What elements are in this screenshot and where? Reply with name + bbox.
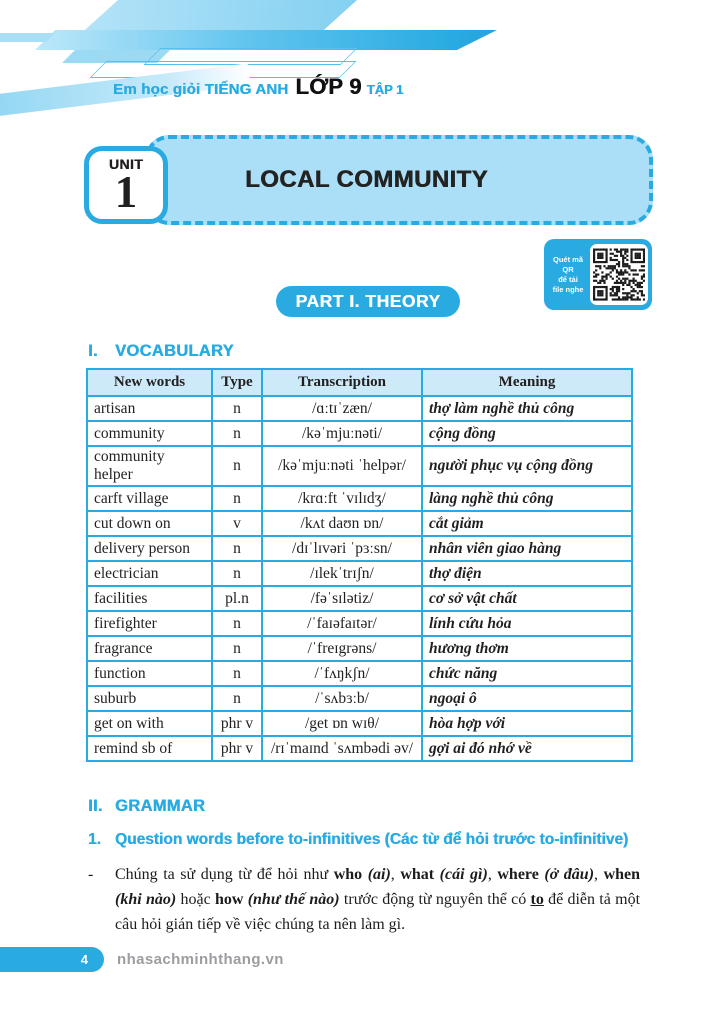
transcription-cell: /ɑːtɪˈzæn/ xyxy=(262,396,422,421)
meaning-cell: cắt giảm xyxy=(422,511,632,536)
table-row xyxy=(87,511,632,536)
type-cell: v xyxy=(212,511,262,536)
unit-title-banner xyxy=(145,135,653,225)
point-numeral: 1. xyxy=(88,831,101,848)
unit-number: 1 xyxy=(114,167,138,217)
qr-caption-line: file nghe xyxy=(552,284,584,294)
word-cell: artisan xyxy=(87,396,212,421)
grammar-bullet xyxy=(88,862,640,937)
meaning-cell: ngoại ô xyxy=(422,686,632,711)
text-segment: , xyxy=(594,866,604,883)
bullet-marker: - xyxy=(88,866,94,883)
meaning-cell: lính cứu hỏa xyxy=(422,611,632,636)
qr-caption-line: QR xyxy=(562,264,574,274)
word-cell: community helper xyxy=(87,446,212,486)
word-cell: fragrance xyxy=(87,636,212,661)
meaning-cell: chức năng xyxy=(422,661,632,686)
text-segment: how xyxy=(214,891,248,908)
type-cell: n xyxy=(212,661,262,686)
table-header-row xyxy=(87,369,632,396)
word-cell: facilities xyxy=(87,586,212,611)
text-segment: when xyxy=(603,866,641,883)
qr-caption-line: để tải xyxy=(558,274,578,284)
section-title: GRAMMAR xyxy=(115,797,206,815)
transcription-cell: /ˈfreɪgrəns/ xyxy=(262,636,422,661)
type-cell: phr v xyxy=(212,711,262,736)
meaning-cell: gợi ai đó nhớ về xyxy=(422,736,632,761)
vocab-table-body xyxy=(87,396,632,761)
word-cell: firefighter xyxy=(87,611,212,636)
table-row xyxy=(87,611,632,636)
header-meaning: Meaning xyxy=(422,369,632,396)
book-series-title xyxy=(113,74,403,100)
text-segment: trước động từ nguyên thể có xyxy=(339,891,531,908)
text-segment: who xyxy=(333,866,368,883)
transcription-cell: /ˈsʌbɜːb/ xyxy=(262,686,422,711)
text-segment: , xyxy=(390,866,401,883)
type-cell: n xyxy=(212,561,262,586)
grammar-bullet-text xyxy=(115,862,640,937)
word-cell: community xyxy=(87,421,212,446)
part-banner xyxy=(276,286,460,317)
header-decoration xyxy=(0,0,726,125)
transcription-cell: /ˈfʌŋkʃn/ xyxy=(262,661,422,686)
transcription-cell: /rɪˈmaɪnd ˈsʌmbədi əv/ xyxy=(262,736,422,761)
type-cell: n xyxy=(212,686,262,711)
meaning-cell: người phục vụ cộng đồng xyxy=(422,446,632,486)
section-numeral: I. xyxy=(88,342,98,360)
type-cell: n xyxy=(212,421,262,446)
header-transcription: Transcription xyxy=(262,369,422,396)
transcription-cell: /kəˈmjuːnəti ˈhelpər/ xyxy=(262,446,422,486)
meaning-cell: thợ làm nghề thủ công xyxy=(422,396,632,421)
text-segment: , xyxy=(487,866,498,883)
transcription-cell: /ˈfaɪəfaɪtər/ xyxy=(262,611,422,636)
section-numeral: II. xyxy=(88,797,103,815)
transcription-cell: /dɪˈlɪvəri ˈpɜːsn/ xyxy=(262,536,422,561)
transcription-cell: /ɪlekˈtrɪʃn/ xyxy=(262,561,422,586)
table-row xyxy=(87,711,632,736)
header-type: Type xyxy=(212,369,262,396)
type-cell: pl.n xyxy=(212,586,262,611)
text-segment: (khi nào) xyxy=(115,891,177,908)
table-row xyxy=(87,396,632,421)
series-name: Em học giỏi TIẾNG ANH xyxy=(113,81,289,98)
page-number: 4 xyxy=(80,952,88,967)
text-segment: để diễn tả một câu hỏi gián tiếp về việc chúng ta nên làm gì. xyxy=(115,891,641,933)
text-segment: (cái gì) xyxy=(439,866,488,883)
type-cell: n xyxy=(212,636,262,661)
word-cell: electrician xyxy=(87,561,212,586)
header-new-words: New words xyxy=(87,369,212,396)
text-segment: what xyxy=(400,866,440,883)
qr-caption xyxy=(548,255,588,295)
text-segment: (ở đâu) xyxy=(544,866,595,883)
table-row xyxy=(87,736,632,761)
vocabulary-table xyxy=(86,368,633,762)
point-title: Question words before to-infinitives (Các từ để hỏi trước to-infinitive) xyxy=(115,831,629,848)
word-cell: carft village xyxy=(87,486,212,511)
word-cell: function xyxy=(87,661,212,686)
word-cell: cut down on xyxy=(87,511,212,536)
type-cell: n xyxy=(212,611,262,636)
text-segment: hoặc xyxy=(176,891,215,908)
word-cell: get on with xyxy=(87,711,212,736)
meaning-cell: thợ điện xyxy=(422,561,632,586)
volume-label: TẬP 1 xyxy=(366,82,404,97)
grammar-heading xyxy=(88,797,205,816)
table-row xyxy=(87,446,632,486)
word-cell: delivery person xyxy=(87,536,212,561)
type-cell: n xyxy=(212,446,262,486)
qr-caption-line: Quét mã xyxy=(552,254,583,264)
page-number-pill xyxy=(0,947,104,972)
type-cell: n xyxy=(212,396,262,421)
transcription-cell: /fəˈsɪlətiz/ xyxy=(262,586,422,611)
qr-code xyxy=(590,244,648,305)
transcription-cell: /krɑːft ˈvɪlɪdʒ/ xyxy=(262,486,422,511)
meaning-cell: nhân viên giao hàng xyxy=(422,536,632,561)
text-segment: (như thế nào) xyxy=(247,891,340,908)
vocabulary-heading xyxy=(88,342,234,361)
transcription-cell: /kəˈmjuːnəti/ xyxy=(262,421,422,446)
table-row xyxy=(87,421,632,446)
table-row xyxy=(87,536,632,561)
unit-number-box xyxy=(84,146,168,224)
meaning-cell: hòa hợp với xyxy=(422,711,632,736)
word-cell: remind sb of xyxy=(87,736,212,761)
table-row xyxy=(87,686,632,711)
meaning-cell: hương thơm xyxy=(422,636,632,661)
table-row xyxy=(87,636,632,661)
section-title: VOCABULARY xyxy=(115,342,234,360)
type-cell: n xyxy=(212,486,262,511)
unit-label: UNIT xyxy=(108,156,144,172)
meaning-cell: làng nghề thủ công xyxy=(422,486,632,511)
meaning-cell: cơ sở vật chất xyxy=(422,586,632,611)
meaning-cell: cộng đồng xyxy=(422,421,632,446)
text-segment: (ai) xyxy=(367,866,391,883)
grade-label: LỚP 9 xyxy=(295,74,362,99)
website-text: nhasachminhthang.vn xyxy=(117,951,284,968)
table-row xyxy=(87,561,632,586)
text-segment: Chúng ta sử dụng từ để hỏi như xyxy=(115,866,334,883)
text-segment: where xyxy=(497,866,545,883)
text-segment: to xyxy=(530,891,544,908)
word-cell: suburb xyxy=(87,686,212,711)
part-banner-label: PART I. THEORY xyxy=(295,291,441,311)
table-row xyxy=(87,586,632,611)
qr-panel xyxy=(544,239,652,310)
transcription-cell: /get ɒn wɪθ/ xyxy=(262,711,422,736)
table-row xyxy=(87,486,632,511)
table-row xyxy=(87,661,632,686)
type-cell: n xyxy=(212,536,262,561)
transcription-cell: /kʌt daʊn ɒn/ xyxy=(262,511,422,536)
unit-title: LOCAL COMMUNITY xyxy=(245,166,488,193)
grammar-point-heading xyxy=(88,831,628,849)
type-cell: phr v xyxy=(212,736,262,761)
